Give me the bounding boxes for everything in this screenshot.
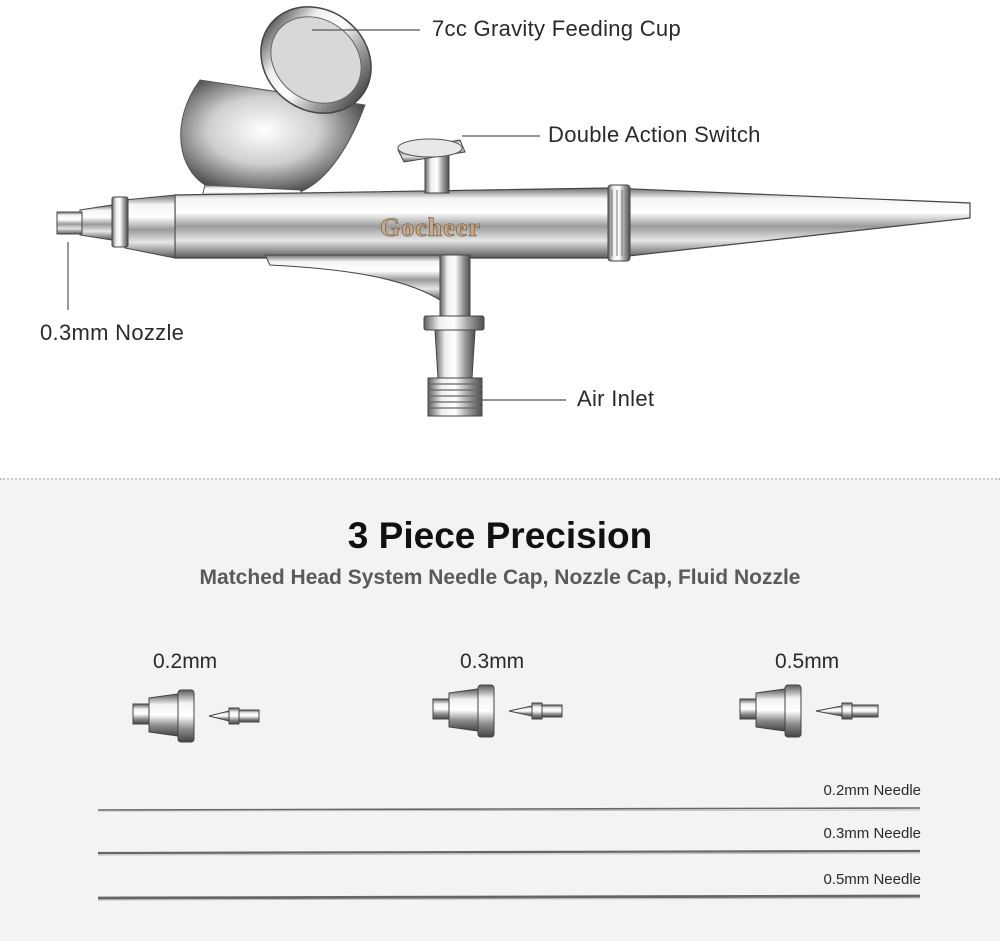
part-set-0-5 <box>740 685 878 737</box>
brand-logo: Gocheer <box>380 213 481 242</box>
needle-0-3 <box>98 851 920 855</box>
needle-0-2 <box>98 808 920 811</box>
size-label-0-2: 0.2mm <box>153 650 218 673</box>
switch-callout: Double Action Switch <box>548 122 761 147</box>
part-set-0-2 <box>133 690 259 742</box>
size-label-0-5: 0.5mm <box>775 650 840 673</box>
needle-0-5 <box>98 896 920 900</box>
size-label-0-3: 0.3mm <box>460 650 525 673</box>
air-inlet-callout: Air Inlet <box>577 386 655 411</box>
section-title: 3 Piece Precision <box>347 515 653 556</box>
needle-label-0-2: 0.2mm Needle <box>823 782 921 799</box>
needle-label-0-5: 0.5mm Needle <box>823 871 921 888</box>
nozzle-callout: 0.3mm Nozzle <box>40 320 185 345</box>
part-set-0-3 <box>433 685 562 737</box>
section-subtitle: Matched Head System Needle Cap, Nozzle Cap, Fluid Nozzle <box>199 566 801 589</box>
cup-callout: 7cc Gravity Feeding Cup <box>432 16 682 41</box>
needle-label-0-3: 0.3mm Needle <box>823 825 921 842</box>
